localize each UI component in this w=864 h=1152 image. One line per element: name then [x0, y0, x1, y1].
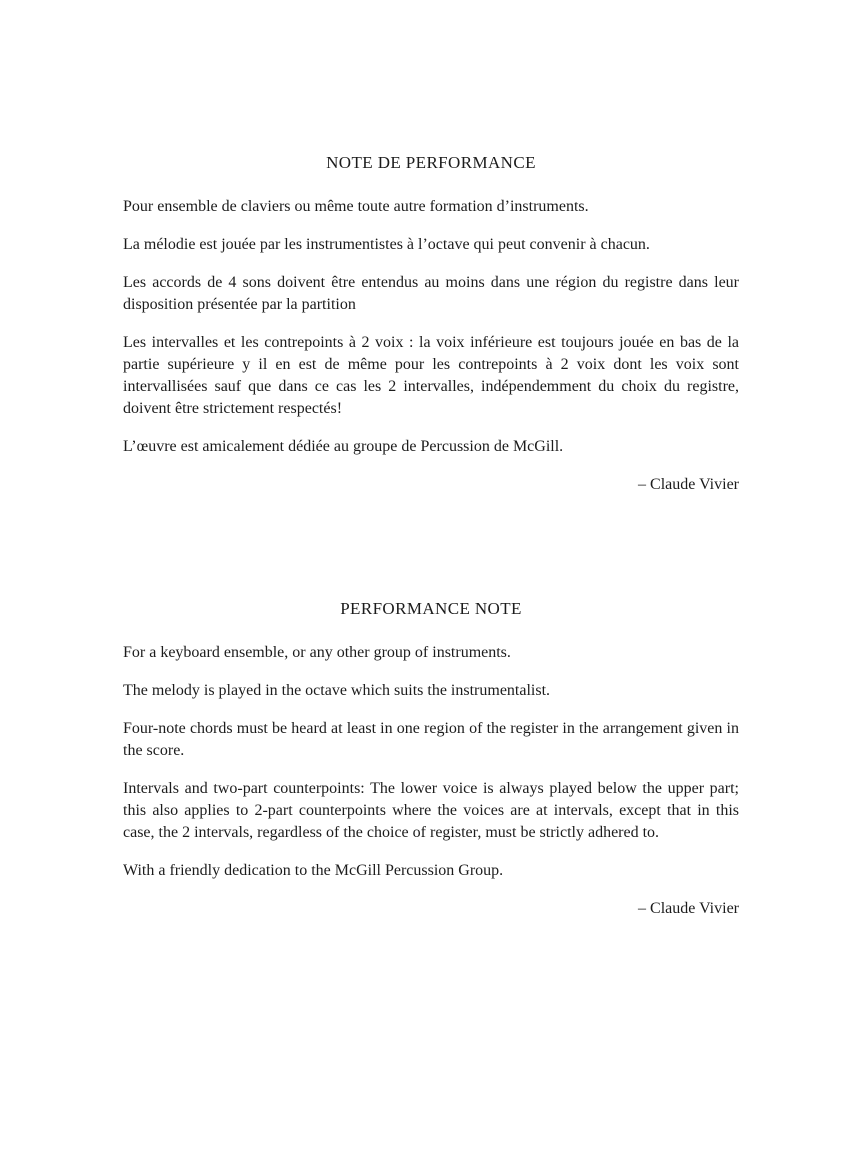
paragraph: For a keyboard ensemble, or any other group of instruments.	[123, 644, 511, 661]
english-note-title: PERFORMANCE NOTE	[340, 599, 522, 618]
signature: – Claude Vivier	[638, 900, 739, 917]
french-note-title: NOTE DE PERFORMANCE	[326, 153, 536, 172]
french-note-section	[123, 152, 739, 496]
paragraph: Intervals and two-part counterpoints: The lower voice is always played below the upper part; this also applies to 2-part counterpoints where the voices are at intervals, except that in this case, the 2 intervals, regardless of the choice of register, must be strictly adhered to.	[123, 780, 739, 841]
paragraph: With a friendly dedication to the McGill Percussion Group.	[123, 862, 504, 879]
paragraph: Les accords de 4 sons doivent être entendus au moins dans une région du registre dans leur disposition présentée par la partition	[123, 274, 739, 313]
signature: – Claude Vivier	[638, 476, 739, 493]
paragraph: The melody is played in the octave which suits the instrumentalist.	[123, 682, 551, 699]
paragraph: Les intervalles et les contrepoints à 2 voix : la voix inférieure est toujours jouée en bas de la partie supérieure y il en est de même pour les contrepoints à 2 voix dont les voix sont intervallisées sauf que dans ce cas les 2 intervalles, indépendemment du choix du registre, doivent être strictement respectés!	[123, 334, 739, 417]
paragraph: L’œuvre est amicalement dédiée au groupe de Percussion de McGill.	[123, 438, 564, 455]
paragraph: La mélodie est jouée par les instrumentistes à l’octave qui peut convenir à chacun.	[123, 236, 650, 253]
english-note-section	[123, 598, 739, 920]
paragraph: Pour ensemble de claviers ou même toute autre formation d’instruments.	[123, 198, 589, 215]
paragraph: Four-note chords must be heard at least in one region of the register in the arrangement given in the score.	[123, 720, 739, 759]
